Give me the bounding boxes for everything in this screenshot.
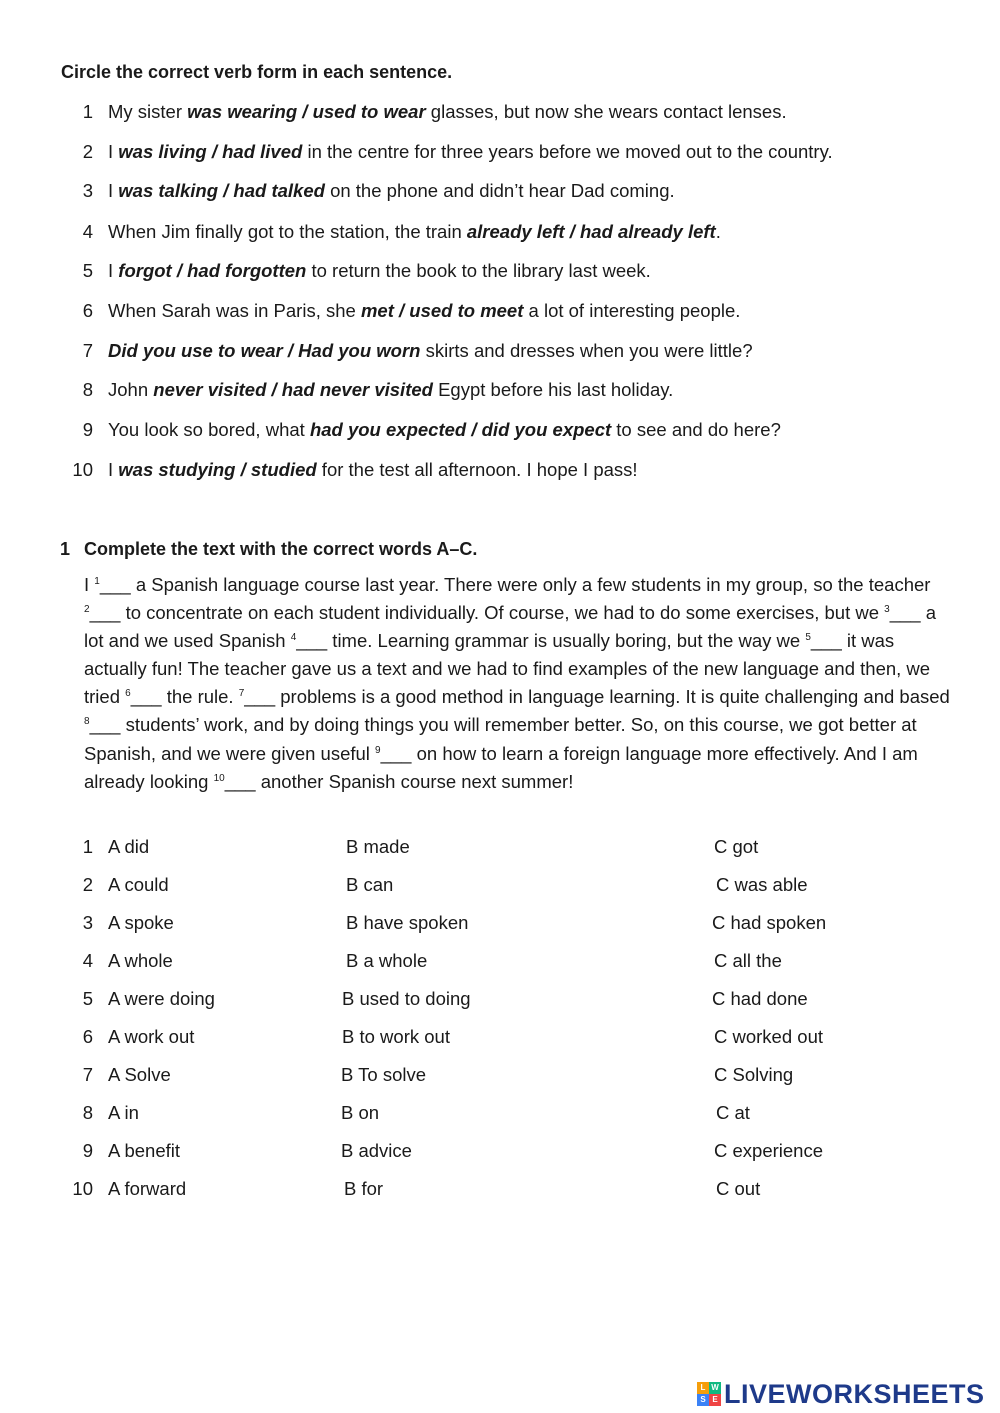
logo-mark-cell: S — [697, 1394, 709, 1406]
verb-options[interactable]: already left / had already left — [466, 221, 716, 242]
sentence-post: to see and do here? — [611, 419, 781, 440]
paragraph-text: ___ the rule. — [130, 686, 239, 708]
sentence-pre: When Sarah was in Paris, she — [108, 300, 361, 321]
sentence-pre: I — [108, 180, 119, 201]
sentence-post: Egypt before his last holiday. — [432, 379, 674, 400]
choice-a[interactable]: A work out — [108, 1026, 195, 1047]
verb-options[interactable]: Did you use to wear / Had you worn — [108, 340, 421, 361]
gap-number: 7 — [238, 688, 245, 700]
sentence-number: 9 — [82, 419, 93, 440]
sentence-item — [0, 140, 1000, 164]
choice-number: 1 — [82, 836, 93, 857]
verb-options[interactable]: never visited / had never visited — [153, 379, 433, 400]
sentence-item — [0, 339, 1000, 363]
sentence-number: 4 — [82, 221, 93, 242]
choice-b[interactable]: B on — [341, 1102, 380, 1123]
section2-title: Complete the text with the correct words A–C. — [84, 539, 478, 559]
sentence-post: to return the book to the library last week. — [306, 260, 651, 281]
section1-title: Circle the correct verb form in each sentence. — [61, 62, 453, 82]
sentence-pre: You look so bored, what — [108, 419, 310, 440]
gap-fill-paragraph — [84, 571, 954, 796]
choice-a[interactable]: A were doing — [108, 988, 215, 1009]
choice-c[interactable]: C out — [716, 1178, 761, 1199]
gap-number: 2 — [84, 604, 90, 616]
choice-number: 5 — [82, 988, 93, 1009]
sentence-item — [0, 220, 1000, 244]
sentence-post: skirts and dresses when you were little? — [420, 340, 753, 361]
paragraph-text: I — [84, 574, 95, 595]
gap-number: 9 — [375, 744, 381, 756]
verb-options[interactable]: met / used to meet — [360, 300, 524, 321]
sentence-number: 10 — [72, 459, 93, 480]
choice-row — [0, 873, 1000, 897]
sentence-item — [0, 299, 1000, 323]
paragraph-text: ___ problems is a good method in language learning. It is quite challenging and based — [244, 686, 950, 708]
sentence-number: 1 — [82, 101, 93, 122]
paragraph-text: ___ a lot and we used Spanish — [84, 602, 937, 652]
choice-c[interactable]: C was able — [716, 874, 808, 895]
sentence-text — [108, 299, 740, 323]
choice-c[interactable]: C had done — [712, 988, 808, 1009]
verb-options[interactable]: had you expected / did you expect — [309, 419, 612, 440]
gap-number: 6 — [125, 688, 131, 700]
choice-row — [0, 1063, 1000, 1087]
choice-b[interactable]: B used to doing — [342, 988, 471, 1009]
sentence-post: in the centre for three years before we moved out to the country. — [302, 141, 833, 162]
sentence-post: glasses, but now she wears contact lenses. — [425, 101, 787, 122]
choice-c[interactable]: C all the — [714, 950, 782, 971]
sentence-item — [0, 259, 1000, 283]
gap-number: 4 — [290, 632, 297, 644]
section2-number: 1 — [60, 539, 71, 559]
choice-a[interactable]: A forward — [108, 1178, 187, 1199]
liveworksheets-logo-text: LIVEWORKSHEETS — [724, 1378, 985, 1409]
logo-mark-cell: E — [709, 1394, 721, 1406]
sentence-text — [108, 140, 833, 164]
choice-b[interactable]: B a whole — [346, 950, 428, 971]
logo-mark-cell: W — [709, 1382, 721, 1394]
sentence-number: 2 — [82, 141, 93, 162]
choice-a[interactable]: A benefit — [108, 1140, 181, 1161]
sentence-text — [108, 378, 673, 402]
sentence-item — [0, 418, 1000, 442]
sentence-text — [108, 100, 787, 124]
sentence-pre: I — [108, 141, 119, 162]
sentence-item — [0, 100, 1000, 124]
verb-options[interactable]: was living / had lived — [118, 141, 303, 162]
verb-options[interactable]: was studying / studied — [118, 459, 317, 480]
choice-number: 6 — [82, 1026, 93, 1047]
paragraph-text: ___ on how to learn a foreign language more effectively. And I am already looking — [84, 742, 918, 792]
choice-b[interactable]: B for — [344, 1178, 384, 1199]
choice-a[interactable]: A could — [108, 874, 169, 895]
sentence-text — [108, 220, 721, 244]
choice-b[interactable]: B can — [346, 874, 394, 895]
choice-b[interactable]: B To solve — [341, 1064, 427, 1085]
choice-a[interactable]: A did — [108, 836, 150, 857]
choice-a[interactable]: A Solve — [108, 1064, 171, 1085]
sentence-post: . — [715, 221, 721, 242]
sentence-number: 5 — [82, 260, 93, 281]
choice-b[interactable]: B to work out — [342, 1026, 450, 1047]
sentence-text — [108, 418, 781, 442]
choice-number: 8 — [82, 1102, 93, 1123]
choice-number: 3 — [82, 912, 93, 933]
choice-row — [0, 987, 1000, 1011]
liveworksheets-logo-icon — [697, 1382, 721, 1406]
sentence-pre: I — [108, 459, 119, 480]
choice-c[interactable]: C at — [716, 1102, 750, 1123]
sentence-text — [108, 339, 753, 363]
choice-c[interactable]: C worked out — [714, 1026, 823, 1047]
sentence-post: a lot of interesting people. — [523, 300, 741, 321]
sentence-text — [108, 458, 638, 482]
gap-number: 5 — [805, 632, 811, 644]
choice-c[interactable]: C got — [714, 836, 759, 857]
sentence-item — [0, 378, 1000, 402]
sentence-number: 6 — [82, 300, 93, 321]
sentence-pre: When Jim finally got to the station, the train — [108, 221, 467, 242]
verb-options[interactable]: forgot / had forgotten — [118, 260, 307, 281]
sentence-item — [0, 179, 1000, 203]
choice-b[interactable]: B made — [346, 836, 410, 857]
gap-number: 1 — [94, 576, 100, 587]
sentence-number: 8 — [82, 379, 93, 400]
choice-c[interactable]: C had spoken — [712, 912, 827, 933]
gap-number: 3 — [884, 604, 890, 616]
choice-number: 10 — [72, 1178, 93, 1199]
choice-c[interactable]: C experience — [714, 1140, 824, 1161]
choice-row — [0, 949, 1000, 973]
paragraph-text: ___ time. Learning grammar is usually boring, but the way we — [296, 630, 806, 652]
sentence-pre: John — [108, 379, 154, 400]
paragraph-text: ___ it was actually fun! The teacher gave us a text and we had to find examples of the new language and then, we tried — [84, 630, 931, 708]
choice-row — [0, 1177, 1000, 1201]
verb-options[interactable]: was talking / had talked — [118, 180, 325, 201]
choice-number: 9 — [82, 1140, 93, 1161]
sentence-number: 3 — [82, 180, 93, 201]
choice-c[interactable]: C Solving — [714, 1064, 794, 1085]
choice-row — [0, 911, 1000, 935]
sentence-text — [108, 179, 675, 203]
choice-a[interactable]: A whole — [108, 950, 173, 971]
sentence-text — [108, 259, 651, 283]
choice-number: 7 — [82, 1064, 93, 1085]
paragraph-text: ___ a Spanish language course last year. There were only a few students in my group, so the teacher — [99, 574, 931, 595]
choice-row — [0, 1025, 1000, 1049]
verb-options[interactable]: was wearing / used to wear — [187, 101, 426, 122]
liveworksheets-logo — [697, 1378, 985, 1410]
sentence-item — [0, 458, 1000, 482]
sentence-post: on the phone and didn’t hear Dad coming. — [324, 180, 675, 201]
gap-number: 8 — [84, 716, 90, 728]
choice-number: 2 — [82, 874, 93, 895]
paragraph-text: ___ another Spanish course next summer! — [224, 770, 574, 792]
choice-a[interactable]: A spoke — [108, 912, 174, 933]
choice-row — [0, 1101, 1000, 1125]
sentence-pre: My sister — [108, 101, 188, 122]
choice-number: 4 — [82, 950, 93, 971]
sentence-pre: I — [108, 260, 119, 281]
gap-number: 10 — [213, 772, 225, 784]
choice-b[interactable]: B advice — [341, 1140, 412, 1161]
sentence-post: for the test all afternoon. I hope I pass! — [316, 459, 638, 480]
paragraph-text: ___ to concentrate on each student individually. Of course, we had to do some exercises, but we — [89, 602, 885, 624]
choice-row — [0, 1139, 1000, 1163]
logo-mark-cell: L — [697, 1382, 709, 1394]
choice-row — [0, 835, 1000, 859]
choice-a[interactable]: A in — [108, 1102, 139, 1123]
choice-b[interactable]: B have spoken — [346, 912, 469, 933]
sentence-number: 7 — [82, 340, 93, 361]
paragraph-text: ___ students’ work, and by doing things you will remember better. So, on this course, we got better at Spanish, and we were given useful — [84, 714, 917, 764]
